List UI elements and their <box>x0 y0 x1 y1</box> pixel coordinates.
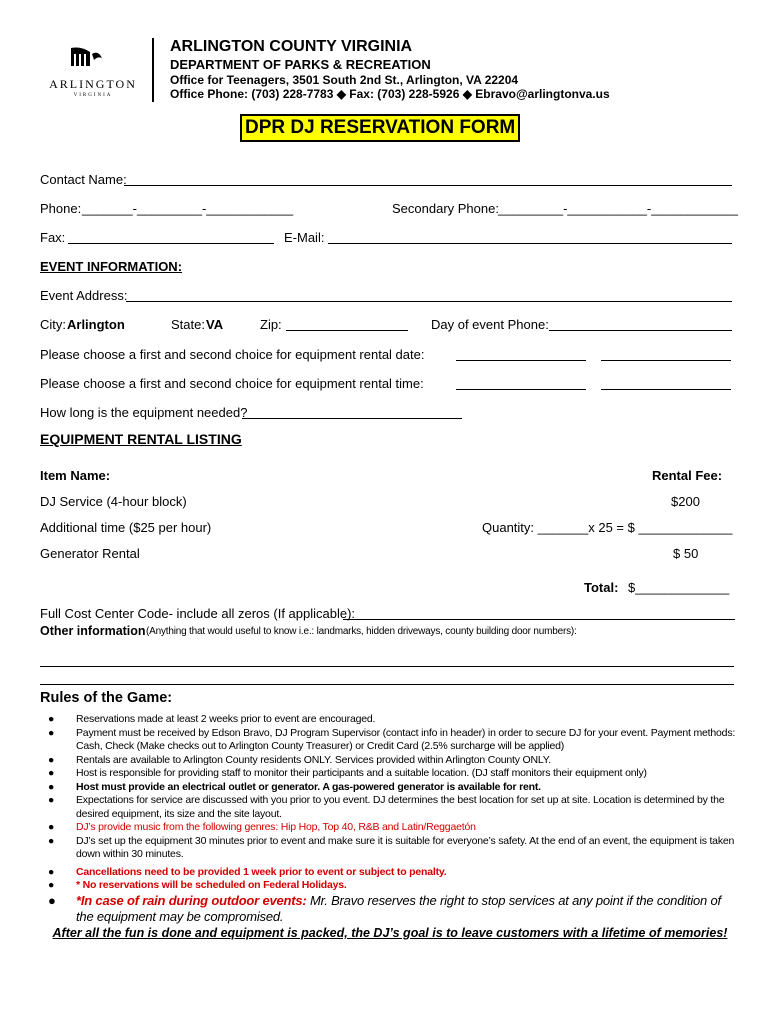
bullet-icon: ● <box>48 865 55 878</box>
rule-text: * No reservations will be scheduled on Federal Holidays. <box>76 879 347 891</box>
phone-field[interactable]: _______-_________-____________ <box>82 201 294 216</box>
rule-item <box>40 754 740 768</box>
city-label: City: <box>40 317 66 332</box>
item-additional-time: Additional time ($25 per hour) <box>40 520 212 535</box>
state-label: State: <box>171 317 205 332</box>
rule-item <box>40 893 740 925</box>
logo-subtitle: VIRGINIA <box>73 93 113 98</box>
cost-center-field[interactable] <box>343 618 735 620</box>
rule-text: Payment must be received by Edson Bravo, DJ Program Supervisor (contact info in header) in order to secure DJ for your event. Payment methods: Cash, Check (Make checks out to Arlington County Treasurer) or Credit Card (2.5% surcharge will be applied) <box>76 726 736 752</box>
bullet-icon: ● <box>48 753 55 766</box>
rain-label: *In case of rain during outdoor events: <box>76 892 307 908</box>
arlington-logo <box>38 44 148 104</box>
rule-text: DJ’s set up the equipment 30 minutes prior to event and make sure it is suitable for everyone’s safety. At the end of an event, the equipment is taken down within 30 minutes. <box>76 834 735 860</box>
other-info-label: Other information <box>40 624 146 638</box>
item-name-header: Item Name: <box>40 468 111 483</box>
bullet-icon: ● <box>48 726 55 739</box>
secondary-phone-label: Secondary Phone: <box>392 201 499 216</box>
rule-item <box>40 727 740 754</box>
bullet-icon: ● <box>48 713 55 725</box>
rule-text: Cancellations need to be provided 1 week prior to event or subject to penalty. <box>76 865 447 878</box>
date-choice-label: Please choose a first and second choice for equipment rental date: <box>40 347 425 362</box>
item-generator-rental: Generator Rental <box>40 546 140 561</box>
cost-center-label: Full Cost Center Code- include all zeros (If applicable): <box>40 606 356 621</box>
zip-label: Zip: <box>260 317 282 332</box>
item-dj-service: DJ Service (4-hour block) <box>40 494 187 509</box>
form-title: DPR DJ RESERVATION FORM <box>240 114 520 142</box>
bullet-icon: ● <box>48 821 55 833</box>
contact-name-label: Contact Name: <box>40 172 127 187</box>
rule-text: Host is responsible for providing staff to monitor their participants and a suitable location. (DJ staff monitors their equipment only) <box>76 767 647 779</box>
fax-field[interactable] <box>68 242 274 244</box>
rule-text: Expectations for service are discussed with you prior to you event. DJ determines the best location for set up at site. Location is determined by the desired equipment, its size and the site layout. <box>76 794 725 820</box>
time-choice-label: Please choose a first and second choice for equipment rental time: <box>40 376 424 391</box>
bullet-icon: ● <box>48 780 55 793</box>
bullet-icon: ● <box>48 834 55 847</box>
event-address-field[interactable] <box>126 300 732 302</box>
office-contact: Office Phone: (703) 228-7783 ◆ Fax: (703) 228-5926 ◆ Ebravo@arlingtonva.us <box>170 87 610 101</box>
rule-text: Reservations made at least 2 weeks prior to event are encouraged. <box>76 713 376 725</box>
rental-fee-header: Rental Fee: <box>652 468 723 483</box>
rain-text: Mr. Bravo reserves the right to stop services at any point if the condition of the equipment may be compromised. <box>76 892 721 924</box>
rule-item <box>40 713 740 727</box>
rule-text: Rentals are available to Arlington County residents ONLY. Services provided within Arlington County ONLY. <box>76 753 551 766</box>
rule-text: DJ’s provide music from the following genres: Hip Hop, Top 40, R&B and Latin/Reggaetón <box>76 821 476 833</box>
bullet-icon: ● <box>48 892 56 908</box>
date-second-choice-field[interactable] <box>601 359 731 361</box>
logo-wordmark: ARLINGTON <box>49 77 137 91</box>
time-second-choice-field[interactable] <box>601 388 731 390</box>
city-value: Arlington <box>67 317 125 332</box>
header-divider <box>152 38 154 102</box>
bullet-icon: ● <box>48 767 55 779</box>
event-info-heading: EVENT INFORMATION: <box>40 259 183 274</box>
email-label: E-Mail: <box>284 230 325 245</box>
fax-label: Fax: <box>40 230 66 245</box>
fee-generator-rental: $ 50 <box>673 546 699 561</box>
rule-item <box>40 767 740 781</box>
bullet-icon: ● <box>48 879 55 891</box>
how-long-label: How long is the equipment needed? <box>40 405 248 420</box>
day-phone-label: Day of event Phone: <box>431 317 549 332</box>
county-title: ARLINGTON COUNTY VIRGINIA <box>170 38 413 55</box>
date-first-choice-field[interactable] <box>456 359 586 361</box>
closing-statement: After all the fun is done and equipment is packed, the DJ’s goal is to leave customers with a lifetime of memories! <box>52 926 728 940</box>
department-title: DEPARTMENT OF PARKS & RECREATION <box>170 57 431 72</box>
total-label: Total: <box>584 580 619 595</box>
fee-dj-service: $200 <box>671 494 700 509</box>
secondary-phone-field[interactable]: _________-___________-____________ <box>498 201 739 216</box>
total-field[interactable]: $_____________ <box>628 580 730 595</box>
fee-additional-time[interactable]: Quantity: _______x 25 = $ _____________ <box>482 520 733 535</box>
rule-item <box>40 821 740 835</box>
email-field[interactable] <box>328 242 732 244</box>
rules-list <box>40 713 740 925</box>
rule-item <box>40 866 740 880</box>
how-long-field[interactable] <box>242 417 462 419</box>
event-address-label: Event Address: <box>40 288 128 303</box>
rule-item <box>40 879 740 893</box>
zip-field[interactable] <box>286 329 408 331</box>
contact-name-field[interactable] <box>124 184 732 186</box>
phone-label: Phone: <box>40 201 82 216</box>
rule-text: Host must provide an electrical outlet or generator. A gas-powered generator is available for rent. <box>76 780 541 793</box>
day-phone-field[interactable] <box>549 329 732 331</box>
bullet-icon: ● <box>48 794 55 806</box>
rule-item <box>40 794 740 821</box>
other-info-line-2[interactable] <box>40 683 734 685</box>
state-value: VA <box>206 317 224 332</box>
rules-heading: Rules of the Game: <box>40 690 173 706</box>
other-info-note: (Anything that would useful to know i.e.: landmarks, hidden driveways, county building door numbers): <box>146 626 577 637</box>
time-first-choice-field[interactable] <box>456 388 586 390</box>
rule-item <box>40 835 740 862</box>
rule-item <box>40 781 740 795</box>
equipment-heading: EQUIPMENT RENTAL LISTING <box>40 431 242 447</box>
other-info-line-1[interactable] <box>40 665 734 667</box>
office-address: Office for Teenagers, 3501 South 2nd St., Arlington, VA 22204 <box>170 73 519 87</box>
